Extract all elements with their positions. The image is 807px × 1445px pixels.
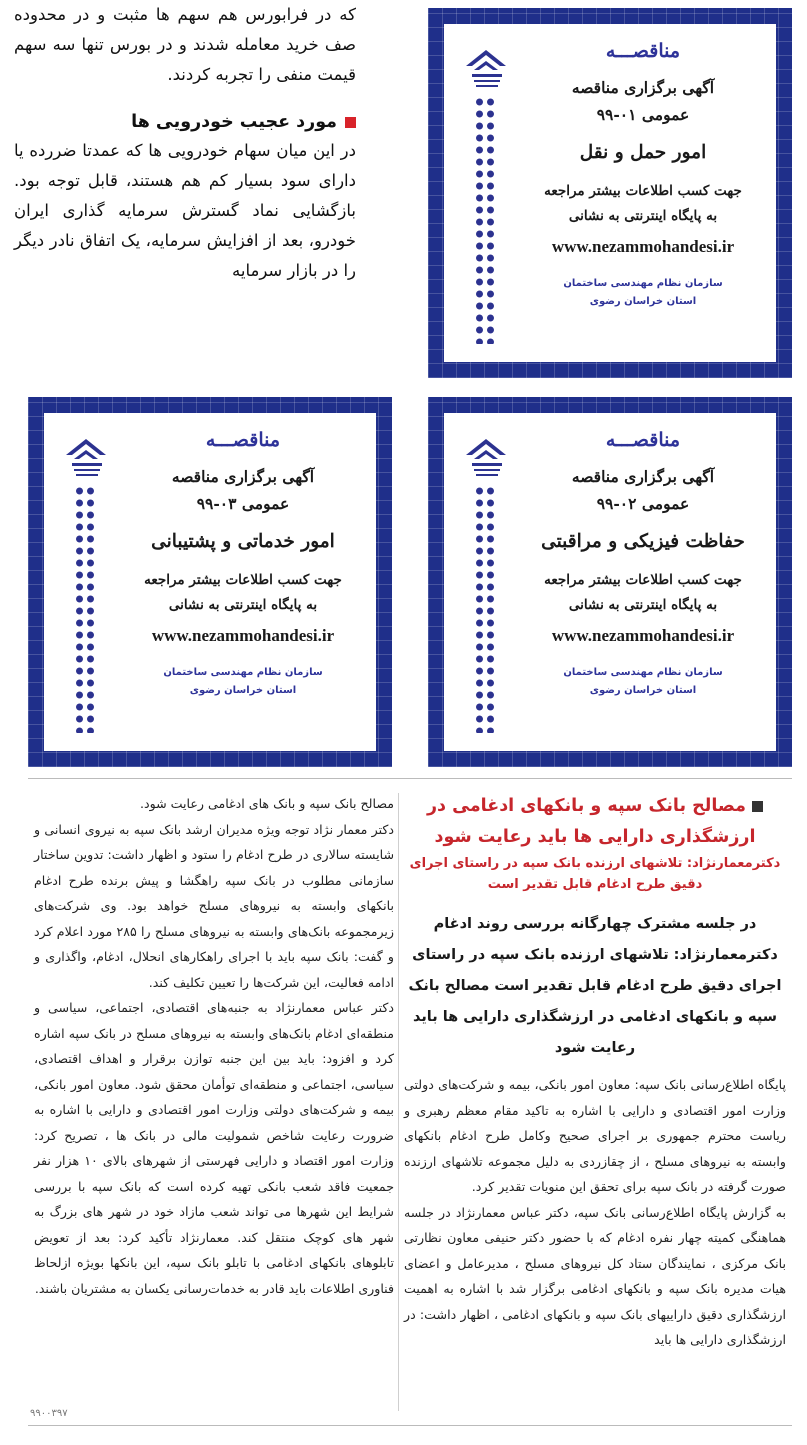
red-square-bullet-icon bbox=[345, 117, 356, 128]
ad-info-line: جهت کسب اطلاعات بیشتر مراجعه bbox=[544, 183, 742, 199]
ad-subject: حفاظت فیزیکی و مراقبتی bbox=[541, 531, 745, 552]
bank-news-article bbox=[28, 778, 792, 1426]
news-right-column bbox=[404, 791, 786, 1353]
square-bullet-icon bbox=[752, 801, 763, 812]
ad-heading: مناقصـــه bbox=[605, 40, 681, 62]
article-intro: که در فرابورس هم سهم ها مثبت و در محدوده صف خرید معامله شدند و در بورس تنها سه سهم قیمت منفی را تجربه کردند. bbox=[14, 5, 356, 84]
tender-ad-03 bbox=[28, 397, 392, 767]
tender-ad-02 bbox=[428, 397, 792, 767]
ad-info-line: جهت کسب اطلاعات بیشتر مراجعه bbox=[544, 572, 742, 588]
ad-inner-panel bbox=[444, 413, 776, 751]
article-body: در این میان سهام خودرویی ها که عمدتا ضررده یا دارای سود بسیار کم هم هستند، قابل توجه بود. بازگشایی نماد گسترش سرمایه گذاری ایران خودرو، بعد از افزایش سرمایه، یک اتفاق نادر دیگر را در بازار سرمایه bbox=[14, 141, 356, 280]
ad-org-province: استان خراسان رضوی bbox=[589, 296, 697, 307]
ad-tender-number: عمومی ۰۳-۹۹ bbox=[196, 494, 290, 513]
ad-subject: امور حمل و نقل bbox=[579, 142, 707, 163]
engineering-org-logo-icon bbox=[462, 44, 510, 90]
ad-content bbox=[516, 40, 770, 356]
ad-heading: مناقصـــه bbox=[605, 429, 681, 451]
article-subheading bbox=[14, 108, 356, 136]
ad-website-link[interactable]: www.nezammohandesi.ir bbox=[551, 626, 735, 645]
ad-title-line: آگهی برگزاری مناقصه bbox=[571, 467, 715, 486]
news-left-column bbox=[34, 791, 394, 1301]
ad-org-name: سازمان نظام مهندسی ساختمان bbox=[163, 667, 323, 678]
ad-org-province: استان خراسان رضوی bbox=[189, 685, 297, 696]
ad-org-name: سازمان نظام مهندسی ساختمان bbox=[563, 667, 723, 678]
ad-inner-panel bbox=[444, 24, 776, 362]
news-paragraph: مصالح بانک سپه و بانک های ادغامی رعایت شود. bbox=[139, 796, 394, 811]
ad-org-province: استان خراسان رضوی bbox=[589, 685, 697, 696]
ad-title-line: آگهی برگزاری مناقصه bbox=[171, 467, 315, 486]
ad-website-link[interactable]: www.nezammohandesi.ir bbox=[551, 237, 735, 256]
news-headline-text: مصالح بانک سپه و بانکهای ادغامی در ارزشگذاری دارایی ها باید رعایت شود bbox=[426, 796, 756, 847]
news-paragraph: پایگاه اطلاع‌رسانی بانک سپه: معاون امور بانکی، بیمه و شرکت‌های دولتی وزارت امور اقتصادی و دارایی با اشاره به تاکید مقام معظم رهبری و ریاست محترم جمهوری بر اجرای صحیح وکامل طرح ادغام بانکهای وابسته به نیروهای مسلح ، از چقازردی به دلیل مجموعه تلاشهای ارزنده صورت گرفته در بانک سپه برای تحقق این منویات تقدیر کرد. bbox=[404, 1077, 786, 1194]
ad-title-line: آگهی برگزاری مناقصه bbox=[571, 78, 715, 97]
engineering-org-logo-icon bbox=[62, 433, 110, 479]
ad-tender-number: عمومی ۰۱-۹۹ bbox=[596, 105, 690, 124]
news-paragraph: دکتر عباس معمارنژاد به جنبه‌های اقتصادی، اجتماعی، سیاسی و منطقه‌ای ادغام بانک‌های وابسته به نیروهای مسلح در بانک سپه اشاره کرد و افزود: باید بین این جنبه توازن برقرار و اهداف اقتصادی، سیاسی، اجتماعی و منطقه‌ای توأمان محقق شود. معاون امور بانکی، بیمه و شرکت‌های دولتی وزارت امور اقتصادی و دارایی با اشاره به ضرورت رعایت شاخص شمولیت مالی در بانک ها ، تصریح کرد: وزارت امور اقتصاد و دارایی فهرستی از شهرهای بالای ۱۰ هزار نفر جمعیت فاقد شعب بانکی تهیه کرده است که بانک سپه با بررسی شرایط این شهرها می تواند شعب مازاد خود در شهر های بزرگ به شهر های کوچک منتقل کند. معمارنژاد تأکید کرد: بعد از تعویض تابلوهای بانکهای ادغامی با تابلو بانک سپه، این بانکها بویژه ازلحاظ فناوری اطلاعات باید قادر به خدمات‌رسانی یکسان به مشتریان باشند. bbox=[34, 1000, 394, 1296]
engineering-org-logo-icon bbox=[462, 433, 510, 479]
news-lead: در جلسه مشترک چهارگانه بررسی روند ادغام دکترمعمارنژاد: تلاشهای ارزنده بانک سپه در راستای اجرای دقیق طرح ادغام قابل تقدیر است مصالح بانک سپه و بانکهای ادغامی در ارزشگذاری دارایی ها باید رعایت شود bbox=[408, 916, 782, 1056]
article-column bbox=[14, 0, 356, 286]
dot-column-decoration bbox=[74, 485, 96, 733]
ad-info-line: به پایگاه اینترنتی به نشانی bbox=[568, 597, 718, 613]
ad-tender-number: عمومی ۰۲-۹۹ bbox=[596, 494, 690, 513]
article-subheading-text: مورد عجیب خودرویی ها bbox=[131, 112, 337, 132]
tender-ad-01 bbox=[428, 8, 792, 378]
ad-info-line: جهت کسب اطلاعات بیشتر مراجعه bbox=[144, 572, 342, 588]
ad-info-line: به پایگاه اینترنتی به نشانی bbox=[168, 597, 318, 613]
news-headline bbox=[404, 791, 786, 853]
ad-subject: امور خدماتی و پشتیبانی bbox=[151, 531, 335, 552]
dot-column-decoration bbox=[474, 96, 496, 344]
ad-content bbox=[516, 429, 770, 745]
ad-heading: مناقصـــه bbox=[205, 429, 281, 451]
column-divider bbox=[398, 793, 399, 1411]
ad-info-line: به پایگاه اینترنتی به نشانی bbox=[568, 208, 718, 224]
ad-content bbox=[116, 429, 370, 745]
ad-website-link[interactable]: www.nezammohandesi.ir bbox=[151, 626, 335, 645]
ad-code: ۹۹۰۰۳۹۷ bbox=[30, 1408, 68, 1419]
ad-inner-panel bbox=[44, 413, 376, 751]
news-subheadline: دکترمعمارنژاد: تلاشهای ارزنده بانک سپه در راستای اجرای دقیق طرح ادغام قابل تقدیر است bbox=[409, 856, 781, 892]
news-paragraph: دکتر معمار نژاد توجه ویژه مدیران ارشد بانک سپه به نیروی انسانی و شایسته سالاری در طرح ادغام را ستود و اظهار داشت: تدوین ساختار سازمانی مطلوب در بانک سپه راهگشا و پیش برنده طرح ادغام بانکهای وابسته به نیروهای مسلح خواهد بود. وی شرکت‌های زیرمجموعه بانک‌های وابسته به نیروهای مسلح را ۲۸۵ مورد اعلام کرد و گفت: بانک سپه باید با اجرای راهکارهای انحلال، ادغام، واگذاری و ادامه فعالیت، این شرکت‌ها را تعیین تکلیف کند. bbox=[34, 821, 394, 990]
dot-column-decoration bbox=[474, 485, 496, 733]
ad-org-name: سازمان نظام مهندسی ساختمان bbox=[563, 278, 723, 289]
news-paragraph: به گزارش پایگاه اطلاع‌رسانی بانک سپه، دکتر عباس معمارنژاد در جلسه هماهنگی کمیته چهار نفره ادغام که با حضور دکتر حنیفی معاون نظارتی بانک مرکزی ، نمایندگان ستاد کل نیروهای مسلح ، مدیرعامل و اعضای هیات مدیره بانک سپه و بانکهای ادغامی برگزار شد با اشاره به اهمیت ارزشگذاری دقیق داراییهای بانک سپه و بانکهای ادغامی ، اظهار داشت: در ارزشگذاری دارایی ها باید bbox=[404, 1204, 786, 1347]
